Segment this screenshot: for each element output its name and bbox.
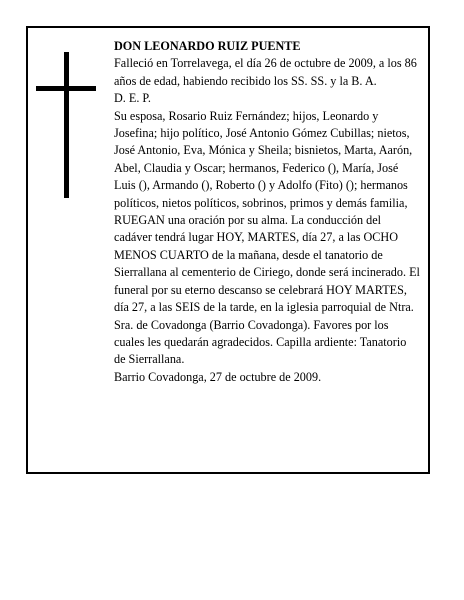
obituary-text [114, 38, 420, 386]
dep-line: D. E. P. [114, 91, 151, 106]
deceased-name: DON LEONARDO RUIZ PUENTE [114, 39, 301, 53]
family-list: Su esposa, Rosario Ruiz Fernández; hijos, Leonardo y Josefina; hijo político, José Antonio Gómez Cubillas; nietos, José Antonio, Eva, Mónica y Sheila; bisnietos, Marta, Aarón, Abel, Claudia y Oscar; hermanos, Federico (), María, José Luis (), Armando (), Roberto () y Adolfo (Fito) (); hermanos políticos, nietos políticos, sobrinos, primos y demás familia, [114, 108, 413, 210]
cross-icon [36, 52, 96, 198]
cross-horizontal-bar [36, 86, 96, 91]
death-info: Falleció en Torrelavega, el día 26 de octubre de 2009, a los 86 años de edad, habiendo recibido los SS. SS. y la B. A. [114, 56, 417, 88]
funeral-details: RUEGAN una oración por su alma. La conducción del cadáver tendrá lugar HOY, MARTES, día 27, a las OCHO MENOS CUARTO de la mañana, desde el tanatorio de Sierrallana al cementerio de Ciriego, donde será incinerado. El funeral por su eterno descanso se celebrará HOY MARTES, día 27, a las SEIS de la tarde, en la iglesia parroquial de Ntra. Sra. de Covadonga (Barrio Covadonga). Favores por los cuales les quedarán agradecidos. Capilla ardiente: Tanatorio de Sierrallana. [114, 213, 420, 367]
place-date: Barrio Covadonga, 27 de octubre de 2009. [114, 369, 322, 384]
cross-vertical-bar [64, 52, 69, 198]
